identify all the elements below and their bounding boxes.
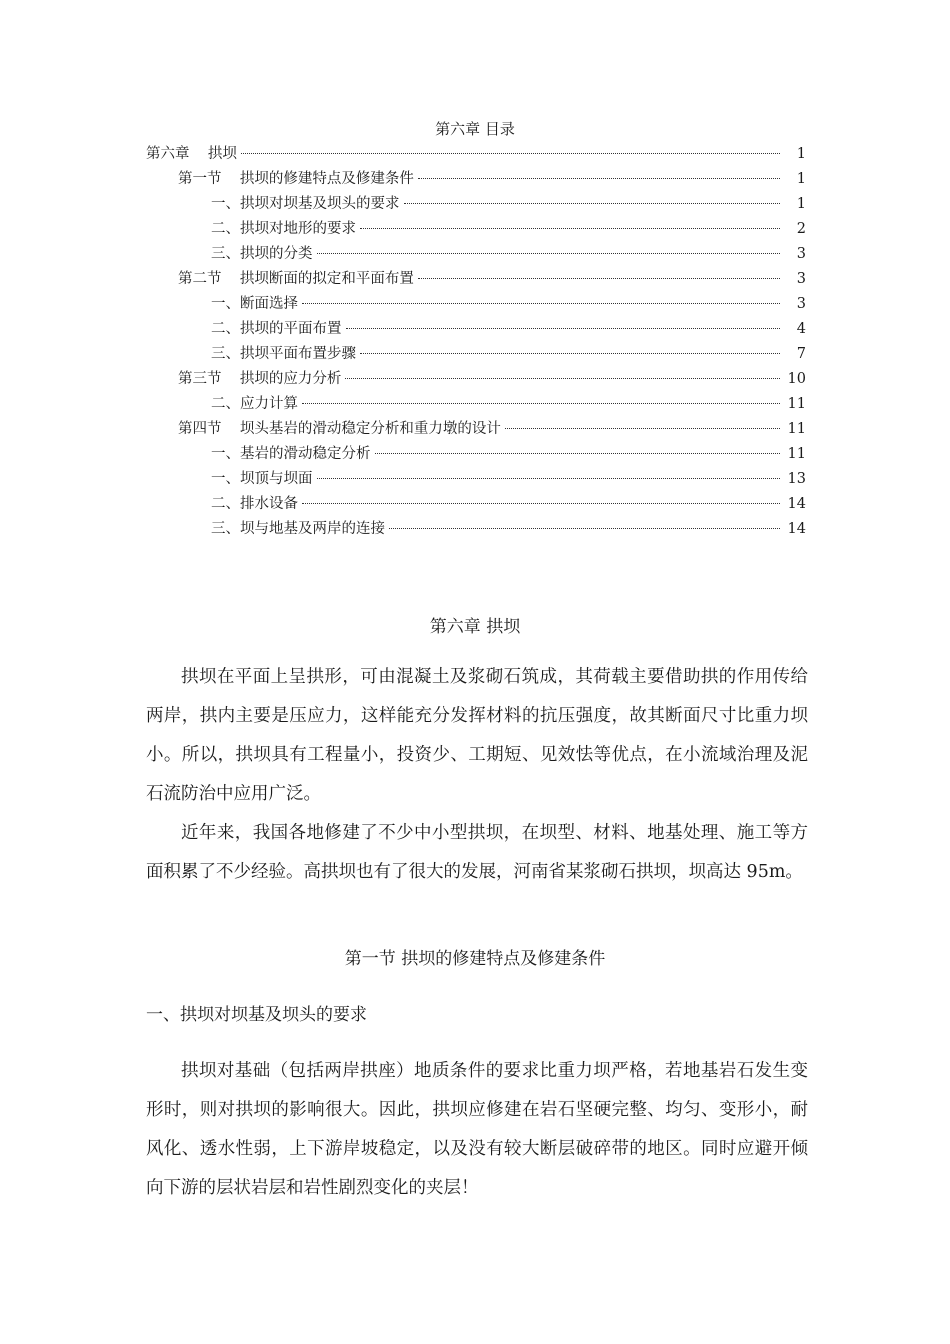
- toc-entry[interactable]: [146, 444, 806, 469]
- toc-entry[interactable]: [146, 194, 806, 219]
- toc-entry-page: 13: [787, 471, 806, 487]
- toc-entry-label: 第四节 坝头基岩的滑动稳定分析和重力墩的设计: [178, 421, 501, 437]
- toc-leader-dots: [418, 278, 780, 279]
- toc-entry-page: 1: [796, 196, 806, 212]
- chapter-title: 第六章 拱坝: [429, 617, 521, 637]
- toc-entry-label: 二、应力计算: [211, 396, 298, 412]
- toc-entry-page: 11: [787, 396, 806, 412]
- toc-entry-label: 三、拱坝平面布置步骤: [211, 346, 356, 362]
- toc-leader-dots: [345, 378, 780, 379]
- toc-entry[interactable]: [146, 344, 806, 369]
- toc-entry[interactable]: [146, 169, 806, 194]
- toc-entry[interactable]: [146, 319, 806, 344]
- toc-title: 第六章 目录: [435, 120, 515, 138]
- toc-entry-label: 二、排水设备: [211, 496, 298, 512]
- toc-entry[interactable]: [146, 369, 806, 394]
- toc-leader-dots: [346, 328, 781, 329]
- toc-leader-dots: [302, 403, 780, 404]
- body-paragraph: 拱坝对基础（包括两岸拱座）地质条件的要求比重力坝严格，若地基岩石发生变形时，则对拱坝的影响很大。因此，拱坝应修建在岩石坚硬完整、均匀、变形小，耐风化、透水性弱，上下游岸坡稳定，以及没有较大断层破碎带的地区。同时应避开倾向下游的层状岩层和岩性剧烈变化的夹层！: [146, 1061, 808, 1198]
- toc-entry-page: 7: [796, 346, 806, 362]
- toc-entry[interactable]: [146, 269, 806, 294]
- toc-entry[interactable]: [146, 244, 806, 269]
- toc-leader-dots: [302, 303, 780, 304]
- toc-leader-dots: [360, 228, 780, 229]
- toc-entry[interactable]: [146, 394, 806, 419]
- toc-entry-page: 11: [787, 446, 806, 462]
- toc-leader-dots: [302, 503, 780, 504]
- toc-entry-page: 3: [796, 296, 806, 312]
- toc-entry-label: 一、基岩的滑动稳定分析: [211, 446, 371, 462]
- toc-entry-label: 第六章 拱坝: [146, 146, 237, 162]
- body-paragraph: 拱坝在平面上呈拱形，可由混凝土及浆砌石筑成，其荷载主要借助拱的作用传给两岸，拱内主要是压应力，这样能充分发挥材料的抗压强度，故其断面尺寸比重力坝小。所以，拱坝具有工程量小，投资少、工期短、见效怯等优点，在小流域治理及泥石流防治中应用广泛。: [146, 667, 808, 804]
- toc-entry-label: 二、拱坝对地形的要求: [211, 221, 356, 237]
- toc-leader-dots: [404, 203, 781, 204]
- toc-entry[interactable]: [146, 419, 806, 444]
- toc-entry-label: 第二节 拱坝断面的拟定和平面布置: [178, 271, 414, 287]
- toc-entry-page: 3: [796, 271, 806, 287]
- table-of-contents: [146, 144, 806, 544]
- toc-entry-page: 2: [796, 221, 806, 237]
- toc-entry-page: 14: [787, 521, 806, 537]
- toc-entry-page: 14: [787, 496, 806, 512]
- toc-entry[interactable]: [146, 469, 806, 494]
- toc-entry-label: 三、拱坝的分类: [211, 246, 313, 262]
- toc-entry[interactable]: [146, 144, 806, 169]
- toc-entry-page: 1: [796, 146, 806, 162]
- toc-entry-page: 10: [787, 371, 806, 387]
- body-paragraph: 近年来，我国各地修建了不少中小型拱坝，在坝型、材料、地基处理、施工等方面积累了不少经验。高拱坝也有了很大的发展，河南省某浆砌石拱坝，坝高达 95m。: [146, 823, 808, 882]
- toc-entry-page: 4: [796, 321, 806, 337]
- toc-entry-page: 1: [796, 171, 806, 187]
- toc-leader-dots: [505, 428, 780, 429]
- toc-entry[interactable]: [146, 219, 806, 244]
- toc-leader-dots: [317, 253, 781, 254]
- section-title: 第一节 拱坝的修建特点及修建条件: [344, 949, 606, 969]
- toc-entry-page: 11: [787, 421, 806, 437]
- toc-entry-label: 一、断面选择: [211, 296, 298, 312]
- toc-leader-dots: [389, 528, 780, 529]
- toc-entry-label: 第一节 拱坝的修建特点及修建条件: [178, 171, 414, 187]
- toc-entry-label: 三、坝与地基及两岸的连接: [211, 521, 385, 537]
- toc-entry[interactable]: [146, 519, 806, 544]
- toc-leader-dots: [375, 453, 781, 454]
- toc-entry[interactable]: [146, 294, 806, 319]
- toc-entry[interactable]: [146, 494, 806, 519]
- toc-leader-dots: [360, 353, 780, 354]
- toc-leader-dots: [418, 178, 780, 179]
- toc-entry-label: 第三节 拱坝的应力分析: [178, 371, 342, 387]
- toc-leader-dots: [241, 153, 780, 154]
- toc-leader-dots: [317, 478, 781, 479]
- toc-entry-page: 3: [796, 246, 806, 262]
- toc-entry-label: 二、拱坝的平面布置: [211, 321, 342, 337]
- subsection-heading: 一、拱坝对坝基及坝头的要求: [146, 1005, 367, 1025]
- toc-entry-label: 一、坝顶与坝面: [211, 471, 313, 487]
- toc-entry-label: 一、拱坝对坝基及坝头的要求: [211, 196, 400, 212]
